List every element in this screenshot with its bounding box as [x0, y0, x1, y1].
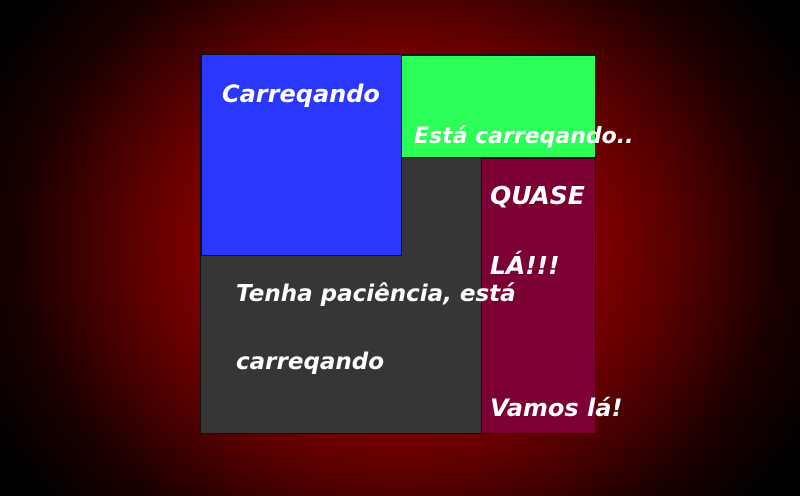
maroon-panel-line-1: QUASE: [490, 181, 585, 210]
maroon-panel-line-2: LÁ!!!: [490, 251, 560, 280]
green-panel-label: Está carreqando..: [414, 124, 634, 149]
dark-panel-line-2: carreqando: [236, 349, 385, 375]
maroon-panel-line-3: Vamos lá!: [490, 394, 623, 422]
dark-panel-line-1: Tenha paciência, está: [236, 281, 516, 307]
blue-panel-label: Carreqando: [222, 80, 380, 108]
